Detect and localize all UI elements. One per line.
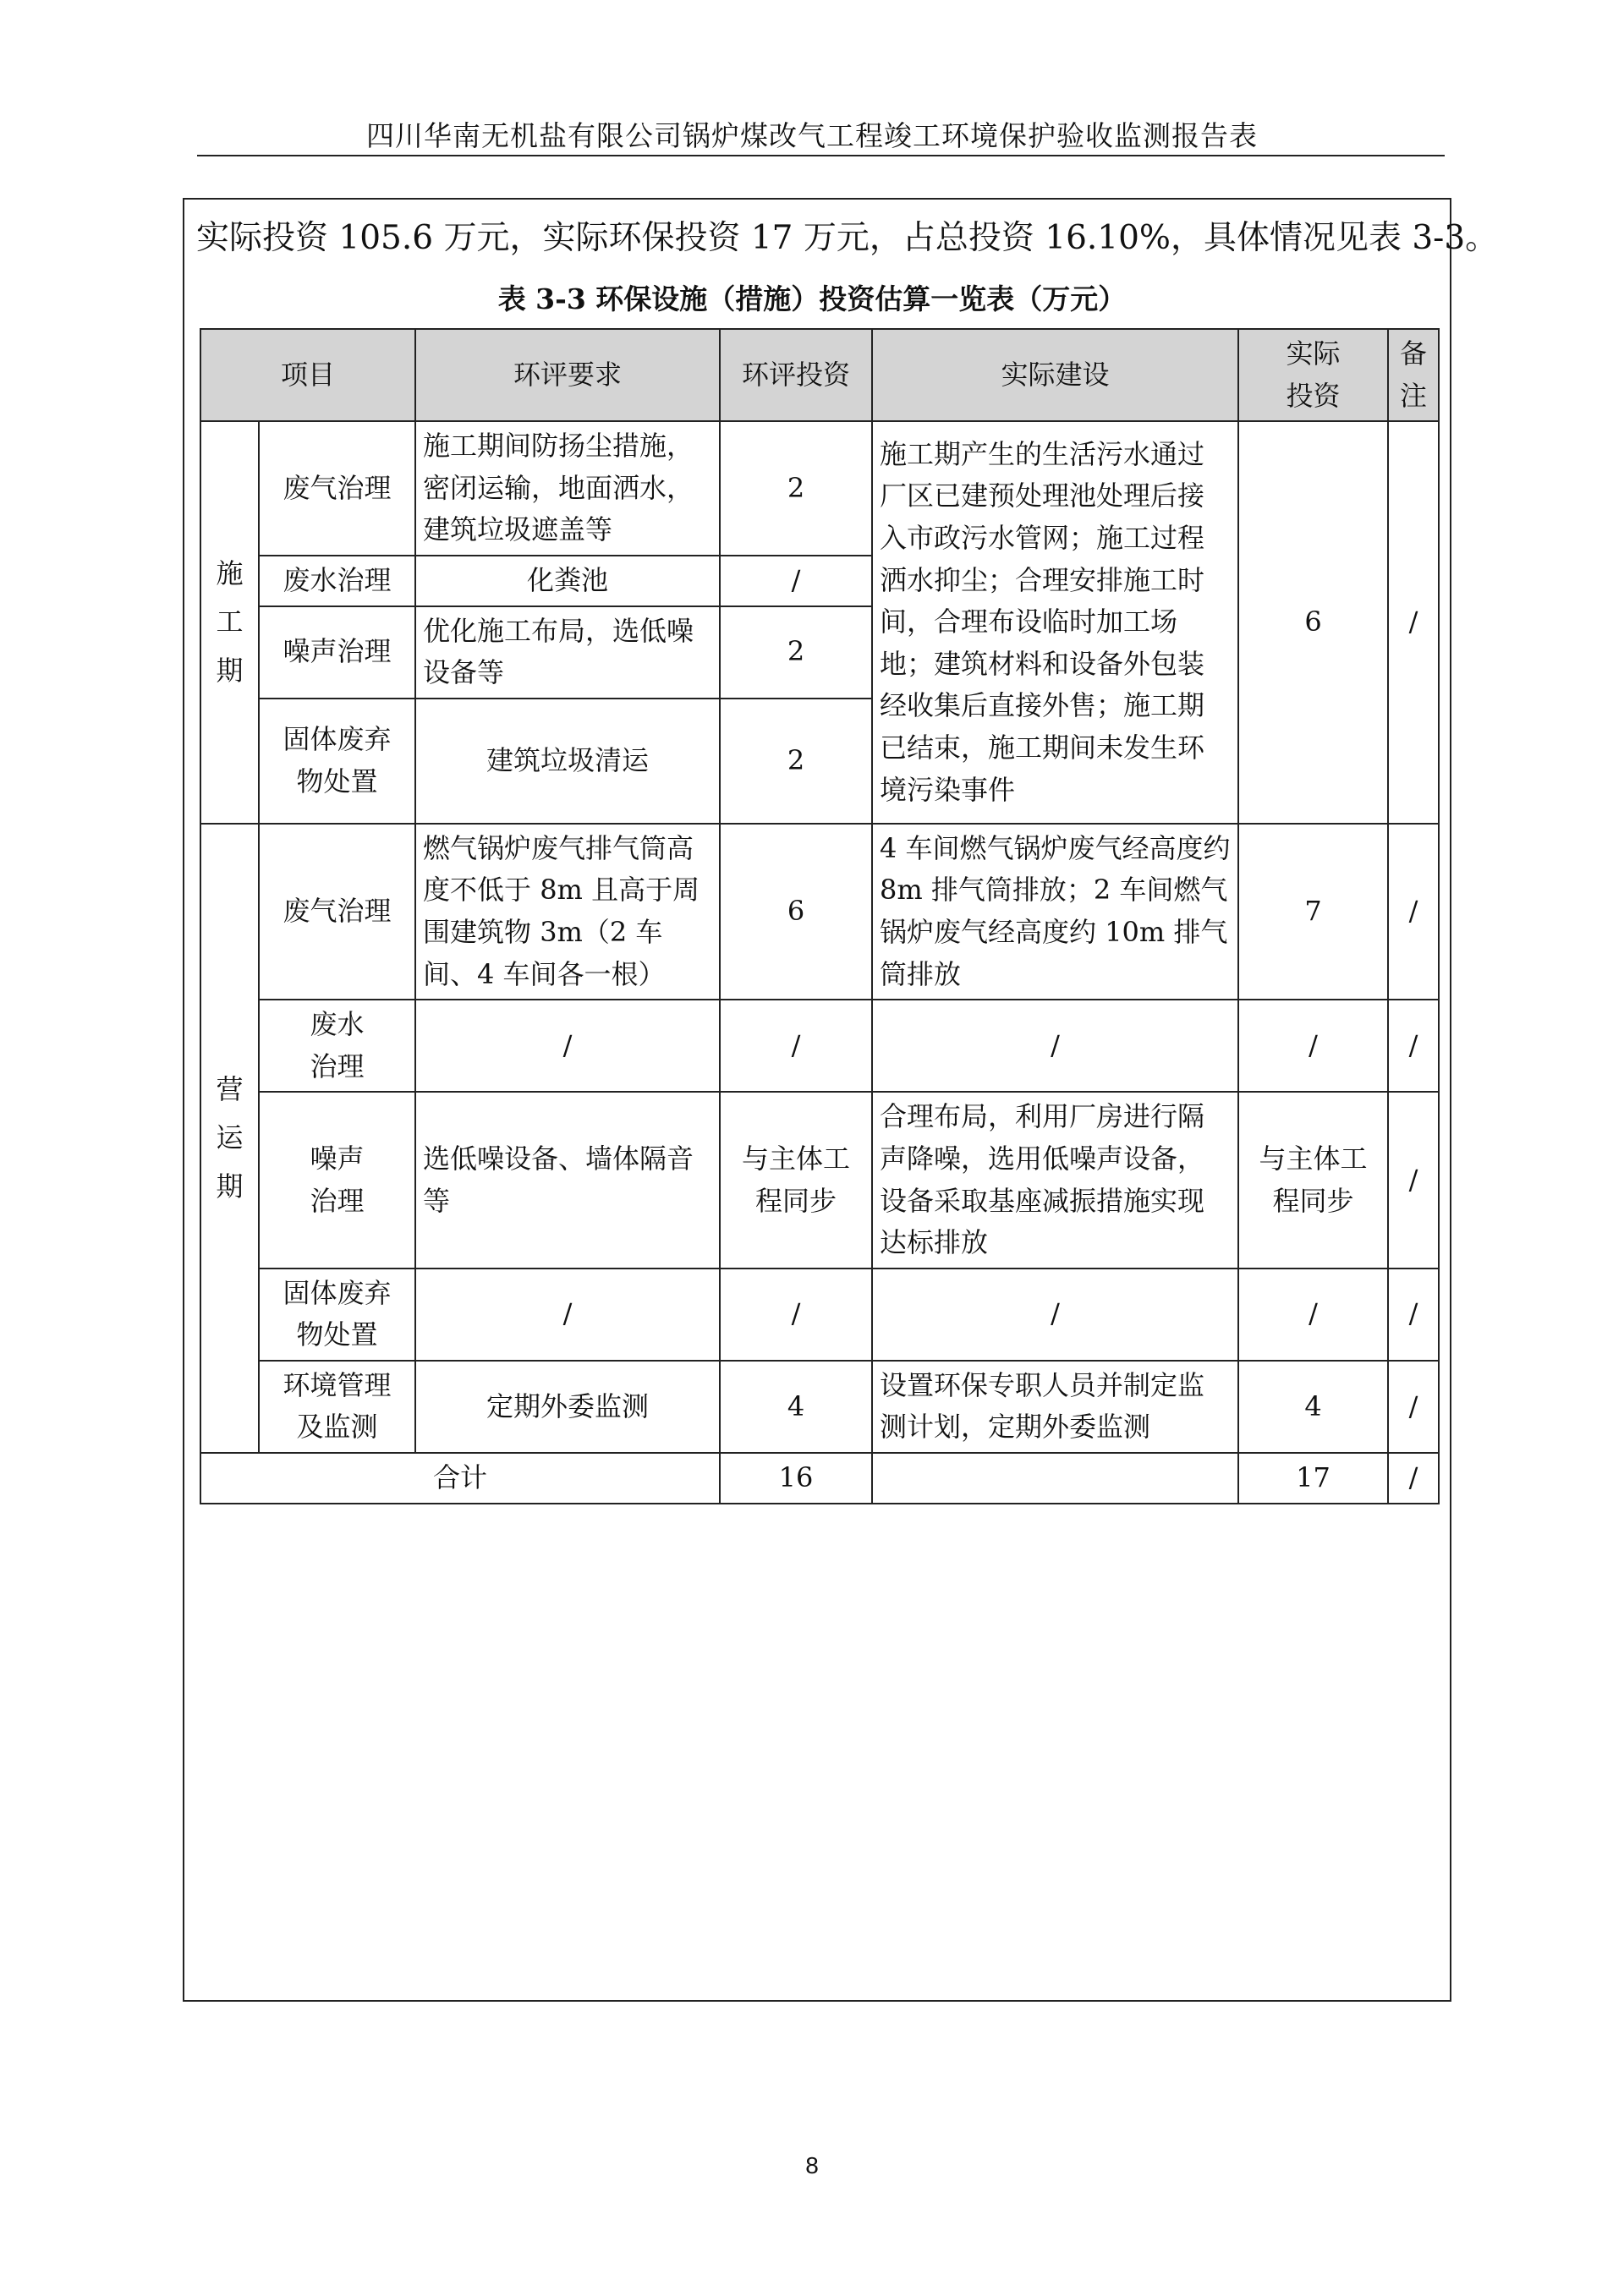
requirement-cell: / bbox=[415, 1000, 720, 1092]
table-row bbox=[200, 1000, 1439, 1092]
eia-investment-cell: / bbox=[720, 1269, 872, 1361]
total-row bbox=[200, 1453, 1439, 1504]
header-requirement: 环评要求 bbox=[415, 329, 720, 421]
table-row bbox=[200, 1269, 1439, 1361]
total-label: 合计 bbox=[200, 1453, 720, 1504]
header-item: 项目 bbox=[200, 329, 415, 421]
table-row bbox=[200, 421, 1439, 556]
table-header-row bbox=[200, 329, 1439, 421]
item-cell: 噪声治理 bbox=[259, 606, 415, 699]
total-actual-investment: 17 bbox=[1238, 1453, 1388, 1504]
total-remark: / bbox=[1388, 1453, 1439, 1504]
requirement-cell: 优化施工布局，选低噪设备等 bbox=[415, 606, 720, 699]
phase-construction: 施 工 期 bbox=[200, 421, 259, 824]
actual-cell: 4 车间燃气锅炉废气经高度约 8m 排气筒排放；2 车间燃气锅炉废气经高度约 10m 排气筒排放 bbox=[872, 824, 1238, 1000]
page-header: 四川华南无机盐有限公司锅炉煤改气工程竣工环境保护验收监测报告表 bbox=[366, 119, 1258, 152]
eia-investment-cell: 6 bbox=[720, 824, 872, 1000]
header-divider bbox=[197, 155, 1445, 156]
actual-investment-cell: 与主体工 程同步 bbox=[1238, 1092, 1388, 1268]
phase-operation: 营 运 期 bbox=[200, 824, 259, 1453]
requirement-cell: 建筑垃圾清运 bbox=[415, 699, 720, 824]
item-cell: 废气治理 bbox=[259, 421, 415, 556]
requirement-cell: / bbox=[415, 1269, 720, 1361]
total-actual bbox=[872, 1453, 1238, 1504]
requirement-cell: 燃气锅炉废气排气筒高度不低于 8m 且高于周围建筑物 3m（2 车间、4 车间各一根） bbox=[415, 824, 720, 1000]
remark-cell: / bbox=[1388, 1269, 1439, 1361]
eia-investment-cell: / bbox=[720, 556, 872, 606]
construction-actual-cell: 施工期产生的生活污水通过厂区已建预处理池处理后接入市政污水管网；施工过程洒水抑尘；合理安排施工时间，合理布设临时加工场地；建筑材料和设备外包装经收集后直接外售；施工期已结束，施工期间未发生环境污染事件 bbox=[872, 421, 1238, 824]
requirement-cell: 施工期间防扬尘措施，密闭运输，地面洒水，建筑垃圾遮盖等 bbox=[415, 421, 720, 556]
remark-cell: / bbox=[1388, 1092, 1439, 1268]
intro-paragraph: 实际投资 105.6 万元，实际环保投资 17 万元，占总投资 16.10%，具体情况见表 3-3。 bbox=[196, 219, 1499, 257]
table-caption: 表 3-3 环保设施（措施）投资估算一览表（万元） bbox=[497, 282, 1127, 315]
actual-cell: / bbox=[872, 1269, 1238, 1361]
requirement-cell: 选低噪设备、墙体隔音等 bbox=[415, 1092, 720, 1268]
header-remark: 备 注 bbox=[1388, 329, 1439, 421]
construction-remark: / bbox=[1388, 421, 1439, 824]
item-cell: 废水 治理 bbox=[259, 1000, 415, 1092]
item-cell: 废水治理 bbox=[259, 556, 415, 606]
remark-cell: / bbox=[1388, 824, 1439, 1000]
item-cell: 噪声 治理 bbox=[259, 1092, 415, 1268]
eia-investment-cell: / bbox=[720, 1000, 872, 1092]
requirement-cell: 定期外委监测 bbox=[415, 1361, 720, 1453]
remark-cell: / bbox=[1388, 1000, 1439, 1092]
eia-investment-cell: 2 bbox=[720, 699, 872, 824]
actual-investment-cell: / bbox=[1238, 1269, 1388, 1361]
header-actual-construction: 实际建设 bbox=[872, 329, 1238, 421]
actual-investment-cell: / bbox=[1238, 1000, 1388, 1092]
investment-table bbox=[200, 328, 1440, 1504]
eia-investment-cell: 4 bbox=[720, 1361, 872, 1453]
actual-investment-cell: 7 bbox=[1238, 824, 1388, 1000]
eia-investment-cell: 与主体工 程同步 bbox=[720, 1092, 872, 1268]
page-number: 8 bbox=[805, 2152, 819, 2178]
total-eia: 16 bbox=[720, 1453, 872, 1504]
item-cell: 废气治理 bbox=[259, 824, 415, 1000]
table-row bbox=[200, 824, 1439, 1000]
item-cell: 环境管理 及监测 bbox=[259, 1361, 415, 1453]
requirement-cell: 化粪池 bbox=[415, 556, 720, 606]
eia-investment-cell: 2 bbox=[720, 421, 872, 556]
remark-cell: / bbox=[1388, 1361, 1439, 1453]
construction-actual-investment: 6 bbox=[1238, 421, 1388, 824]
table-row bbox=[200, 1361, 1439, 1453]
actual-investment-cell: 4 bbox=[1238, 1361, 1388, 1453]
actual-cell: 设置环保专职人员并制定监测计划，定期外委监测 bbox=[872, 1361, 1238, 1453]
actual-cell: 合理布局，利用厂房进行隔声降噪，选用低噪声设备，设备采取基座减振措施实现达标排放 bbox=[872, 1092, 1238, 1268]
header-eia-investment: 环评投资 bbox=[720, 329, 872, 421]
item-cell: 固体废弃 物处置 bbox=[259, 1269, 415, 1361]
header-actual-investment: 实际 投资 bbox=[1238, 329, 1388, 421]
actual-cell: / bbox=[872, 1000, 1238, 1092]
eia-investment-cell: 2 bbox=[720, 606, 872, 699]
table-row bbox=[200, 1092, 1439, 1268]
item-cell: 固体废弃 物处置 bbox=[259, 699, 415, 824]
